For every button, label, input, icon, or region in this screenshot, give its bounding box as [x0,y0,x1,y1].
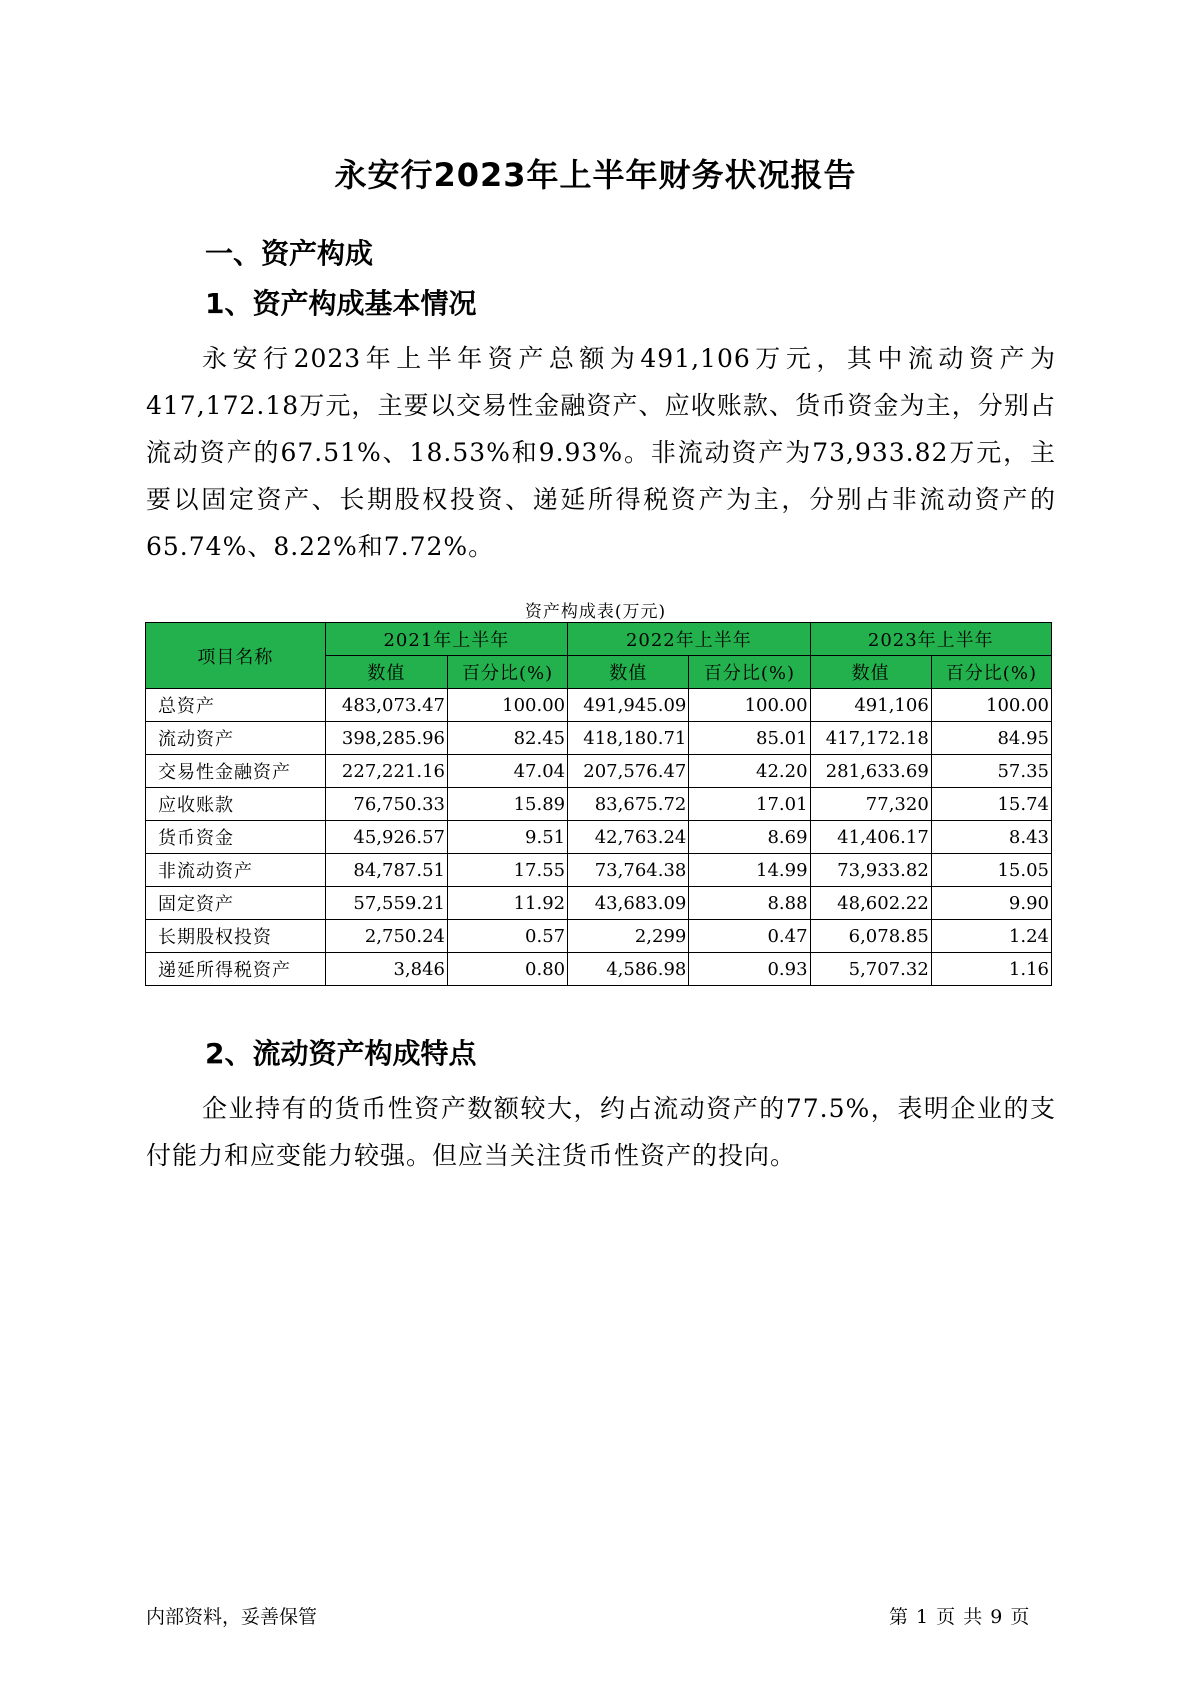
table-cell: 0.80 [447,953,567,986]
subsection-heading-basic-situation: 1、资产构成基本情况 [205,287,477,320]
table-cell: 1.24 [931,920,1051,953]
header-percent: 百分比(%) [931,656,1051,689]
header-value: 数值 [325,656,447,689]
footer-confidential-note: 内部资料，妥善保管 [146,1606,318,1628]
table-cell: 0.93 [689,953,810,986]
table-cell: 9.51 [447,821,567,854]
row-label: 固定资产 [146,887,326,920]
table-cell: 100.00 [447,689,567,722]
table-cell: 57.35 [931,755,1051,788]
table-cell: 418,180.71 [568,722,689,755]
header-value: 数值 [568,656,689,689]
table-cell: 42,763.24 [568,821,689,854]
document-title: 永安行2023年上半年财务状况报告 [334,156,857,194]
table-cell: 76,750.33 [325,788,447,821]
row-label: 总资产 [146,689,326,722]
table-cell: 14.99 [689,854,810,887]
table-row [146,755,1052,788]
table-cell: 77,320 [810,788,931,821]
table-cell: 6,078.85 [810,920,931,953]
table-row [146,887,1052,920]
table-cell: 8.88 [689,887,810,920]
table-cell: 84.95 [931,722,1051,755]
table-cell: 48,602.22 [810,887,931,920]
table-cell: 5,707.32 [810,953,931,986]
paragraph-asset-overview: 永安行2023年上半年资产总额为491,106万元，其中流动资产为417,172.18万元，主要以交易性金融资产、应收账款、货币资金为主，分别占流动资产的67.51%、18.53%和9.93%。非流动资产为73,933.82万元，主要以固定资产、长期股权投资、递延所得税资产为主，分别占非流动资产的65.74%、8.22%和7.72%。 [146,344,1056,561]
header-period-2022: 2022年上半年 [568,623,810,656]
table-row [146,953,1052,986]
table-cell: 398,285.96 [325,722,447,755]
table-cell: 8.69 [689,821,810,854]
footer-page-number: 第 1 页 共 9 页 [889,1606,1030,1628]
table-cell: 82.45 [447,722,567,755]
table-cell: 85.01 [689,722,810,755]
table-cell: 42.20 [689,755,810,788]
table-cell: 1.16 [931,953,1051,986]
table-cell: 100.00 [931,689,1051,722]
asset-composition-table [145,622,1052,986]
table-cell: 100.00 [689,689,810,722]
table-row [146,821,1052,854]
table-cell: 3,846 [325,953,447,986]
table-cell: 15.74 [931,788,1051,821]
table-cell: 2,750.24 [325,920,447,953]
subsection-heading-current-assets: 2、流动资产构成特点 [205,1037,477,1070]
table-cell: 0.57 [447,920,567,953]
table-cell: 73,933.82 [810,854,931,887]
table-cell: 43,683.09 [568,887,689,920]
section-heading-asset-composition: 一、资产构成 [205,237,374,270]
table-cell: 47.04 [447,755,567,788]
table-cell: 17.55 [447,854,567,887]
table-cell: 17.01 [689,788,810,821]
table-cell: 11.92 [447,887,567,920]
table-row [146,788,1052,821]
table-cell: 84,787.51 [325,854,447,887]
row-label: 交易性金融资产 [146,755,326,788]
table-cell: 41,406.17 [810,821,931,854]
table-cell: 83,675.72 [568,788,689,821]
table-row [146,920,1052,953]
row-label: 货币资金 [146,821,326,854]
table-cell: 0.47 [689,920,810,953]
table-cell: 281,633.69 [810,755,931,788]
table-row [146,689,1052,722]
header-period-2021: 2021年上半年 [325,623,567,656]
table-cell: 73,764.38 [568,854,689,887]
table-cell: 417,172.18 [810,722,931,755]
table-cell: 483,073.47 [325,689,447,722]
header-period-2023: 2023年上半年 [810,623,1051,656]
table-row [146,722,1052,755]
table-caption: 资产构成表(万元) [524,602,667,622]
header-percent: 百分比(%) [447,656,567,689]
header-item-name: 项目名称 [146,623,326,689]
table-cell: 57,559.21 [325,887,447,920]
paragraph-current-assets: 企业持有的货币性资产数额较大，约占流动资产的77.5%，表明企业的支付能力和应变能力较强。但应当关注货币性资产的投向。 [146,1094,1056,1170]
row-label: 非流动资产 [146,854,326,887]
table-row [146,854,1052,887]
header-percent: 百分比(%) [689,656,810,689]
row-label: 应收账款 [146,788,326,821]
table-cell: 207,576.47 [568,755,689,788]
table-cell: 227,221.16 [325,755,447,788]
row-label: 长期股权投资 [146,920,326,953]
table-cell: 45,926.57 [325,821,447,854]
table-cell: 491,106 [810,689,931,722]
table-cell: 15.89 [447,788,567,821]
table-cell: 4,586.98 [568,953,689,986]
row-label: 递延所得税资产 [146,953,326,986]
row-label: 流动资产 [146,722,326,755]
table-cell: 15.05 [931,854,1051,887]
table-cell: 491,945.09 [568,689,689,722]
table-cell: 2,299 [568,920,689,953]
header-value: 数值 [810,656,931,689]
table-cell: 9.90 [931,887,1051,920]
table-cell: 8.43 [931,821,1051,854]
